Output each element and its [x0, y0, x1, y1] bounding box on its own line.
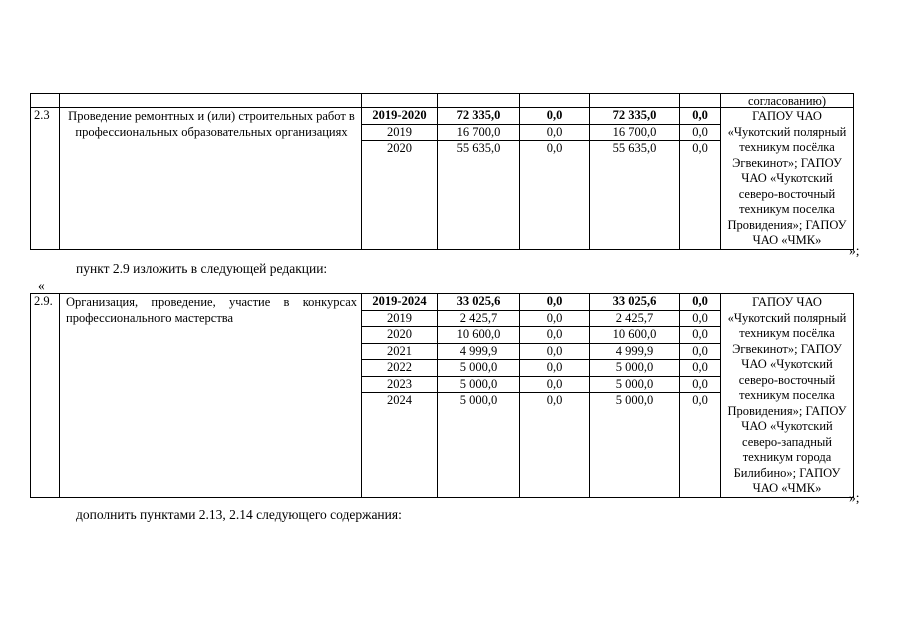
table-row — [31, 294, 854, 498]
value: 0,0 — [680, 376, 720, 393]
closing-quote: »; — [849, 243, 860, 258]
value: 0,0 — [520, 359, 589, 376]
other-column — [680, 108, 721, 250]
row-number: 2.3 — [31, 108, 60, 250]
value: 2 425,7 — [438, 310, 519, 327]
regional-column — [590, 294, 680, 498]
value: 0,0 — [520, 376, 589, 393]
cell-empty — [520, 94, 590, 108]
value-total: 0,0 — [692, 294, 708, 308]
value-total: 0,0 — [546, 108, 563, 122]
cell-responsible-fragment — [721, 94, 854, 108]
value: 16 700,0 — [590, 124, 679, 141]
year: 2019 — [362, 310, 437, 327]
value-total: 72 335,0 — [612, 108, 657, 122]
value: 0,0 — [680, 326, 720, 343]
value-total: 72 335,0 — [456, 108, 501, 122]
value: 10 600,0 — [590, 326, 679, 343]
value-total: 0,0 — [692, 108, 708, 122]
cell-empty — [362, 94, 438, 108]
value: 0,0 — [680, 140, 720, 157]
total-column — [438, 294, 520, 498]
year-column — [362, 108, 438, 250]
value: 2 425,7 — [590, 310, 679, 327]
responsible-column — [721, 108, 854, 250]
value: 5 000,0 — [438, 359, 519, 376]
value: 0,0 — [680, 392, 720, 409]
opening-quote: « — [38, 278, 45, 293]
cell-empty — [60, 94, 362, 108]
table-1 — [30, 93, 854, 250]
value: 5 000,0 — [438, 376, 519, 393]
value: 55 635,0 — [438, 140, 519, 157]
federal-column — [520, 108, 590, 250]
responsible-fragment: согласованию) — [747, 94, 827, 108]
regional-column — [590, 108, 680, 250]
value: 5 000,0 — [590, 359, 679, 376]
responsible-text: ГАПОУ ЧАО «Чукотский полярный техникум посёлка Эгвекинот»; ГАПОУ ЧАО «Чукотский северо-восточный техникум поселка Провидения»; ГАПОУ ЧАО «Чукотский северо-западный техникум города Билибино»; ГАПОУ ЧАО «ЧМК» — [727, 295, 847, 495]
value-total: 33 025,6 — [612, 294, 657, 308]
responsible-text: ГАПОУ ЧАО «Чукотский полярный техникум посёлка Эгвекинот»; ГАПОУ ЧАО «Чукотский северо-восточный техникум поселка Провидения»; ГАПОУ ЧАО «ЧМК» — [727, 109, 847, 247]
value: 0,0 — [680, 359, 720, 376]
table-row — [31, 108, 854, 250]
cell-empty — [31, 94, 60, 108]
paragraph-add-2-13-2-14: дополнить пунктами 2.13, 2.14 следующего содержания: — [76, 507, 402, 522]
year-total: 2019-2024 — [372, 294, 427, 308]
cell-empty — [590, 94, 680, 108]
year-column — [362, 294, 438, 498]
table-2 — [30, 293, 854, 498]
value: 0,0 — [520, 140, 589, 157]
value: 0,0 — [520, 326, 589, 343]
value: 0,0 — [520, 310, 589, 327]
year: 2023 — [362, 376, 437, 393]
value: 0,0 — [520, 392, 589, 409]
year: 2019 — [362, 124, 437, 141]
measure-name: Проведение ремонтных и (или) строительных работ в профессиональных образовательных организациях — [68, 109, 355, 139]
value: 5 000,0 — [590, 376, 679, 393]
value: 0,0 — [680, 310, 720, 327]
value: 4 999,9 — [590, 343, 679, 360]
value: 16 700,0 — [438, 124, 519, 141]
row-name — [60, 294, 362, 498]
value-total: 33 025,6 — [456, 294, 501, 308]
other-column — [680, 294, 721, 498]
value: 55 635,0 — [590, 140, 679, 157]
row-name — [60, 108, 362, 250]
value: 5 000,0 — [438, 392, 519, 409]
cell-empty — [438, 94, 520, 108]
year: 2021 — [362, 343, 437, 360]
row-number: 2.9. — [31, 294, 60, 498]
table-row — [31, 94, 854, 108]
year: 2020 — [362, 140, 437, 157]
year: 2024 — [362, 392, 437, 409]
value: 0,0 — [680, 124, 720, 141]
year: 2020 — [362, 326, 437, 343]
value: 0,0 — [520, 124, 589, 141]
total-column — [438, 108, 520, 250]
year: 2022 — [362, 359, 437, 376]
paragraph-amend-2-9: пункт 2.9 изложить в следующей редакции: — [76, 261, 328, 276]
closing-quote: »; — [849, 490, 860, 505]
responsible-column — [721, 294, 854, 498]
value: 4 999,9 — [438, 343, 519, 360]
value: 10 600,0 — [438, 326, 519, 343]
cell-empty — [680, 94, 721, 108]
value-total: 0,0 — [546, 294, 563, 308]
measure-name: Организация, проведение, участие в конкурсах профессионального мастерства — [66, 295, 357, 325]
value: 5 000,0 — [590, 392, 679, 409]
value: 0,0 — [520, 343, 589, 360]
federal-column — [520, 294, 590, 498]
value: 0,0 — [680, 343, 720, 360]
year-total: 2019-2020 — [372, 108, 427, 122]
